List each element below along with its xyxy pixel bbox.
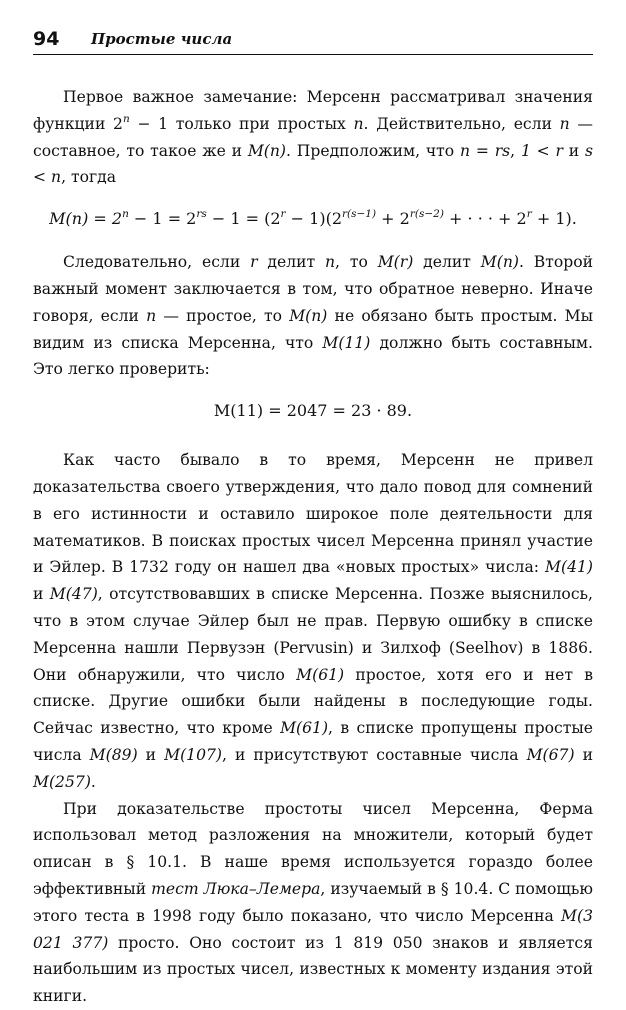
paragraph-4: При доказательстве простоты чисел Мерсенна, Ферма использовал метод разложения на множители, который будет описан в § 10.1. В наше время используется гораздо более эффективный тест Люка–Лемера, изучаемый в § 10.4. С помощью этого теста в 1998 году было показано, что число Мерсенна M(3 021 377) просто. Оно состоит из 1 819 050 знаков и является наибольшим из простых чисел, известных к моменту издания этой книги. (33, 799, 593, 1006)
body-text (33, 84, 593, 1010)
page-header (33, 28, 593, 55)
lucas-lehmer-test-term: тест Люка–Лемера (151, 879, 321, 898)
paragraph-1: Первое важное замечание: Мерсенн рассматривал значения функции $2^n - 1$ только при простых n. Действительно, если n — составное, то такое же и M(n). Предположим, что n = rs, 1 < r и s < n, тогда (33, 88, 593, 187)
formula-mersenn-factorization: $M(n) = 2^n - 1 = 2^{rs} - 1 = (2^r - 1)(2^{r(s-1)} + 2^{r(s-2)}$ + · · · + $2^r + 1$). (49, 208, 577, 229)
paragraph-2: Следовательно, если r делит n, то M(r) делит M(n). Второй важный момент заключается в том, что обратное неверно. Иначе говоря, если n — простое, то M(n) не обязано быть простым. Мы видим из списка Мерсенна, что M(11) должно быть составным. Это легко проверить: (33, 253, 593, 379)
page-number: 94 (33, 28, 60, 50)
paragraph-3: Как часто бывало в то время, Мерсенн не привел доказательства своего утверждения, что дало повод для сомнений в его истинности и оставило широкое поле деятельности для математиков. В поисках простых чисел Мерсенна принял участие и Эйлер. В 1732 году он нашел два «новых простых» числа: M(41) и M(47), отсутствовавших в списке Мерсенна. Позже выяснилось, что в этом случае Эйлер был не прав. Первую ошибку в списке Мерсенна нашли Первузэн (Pervusin) и Зилхоф (Seelhov) в 1886. Они обнаружили, что число M(61) простое, хотя его и нет в списке. Другие ошибки были найдены в последующие годы. Сейчас известно, что кроме M(61), в списке пропущены простые числа M(89) и M(107), и присутствуют составные числа M(67) и M(257). (33, 451, 594, 791)
formula-m11: M(11) = 2047 = 23 · 89. (213, 401, 413, 421)
running-head: Простые числа (91, 30, 233, 48)
